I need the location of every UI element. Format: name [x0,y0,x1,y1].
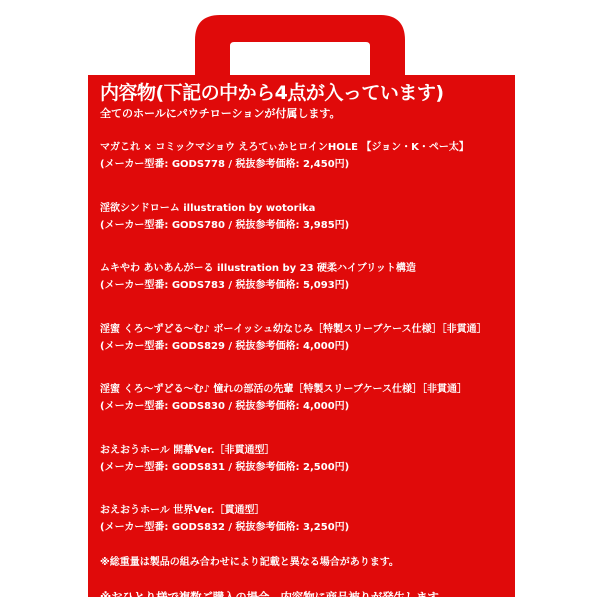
product-item [100,381,520,415]
product-info: (メーカー型番: GODS829 / 税抜参考価格: 4,000円) [100,340,350,352]
product-info: (メーカー型番: GODS832 / 税抜参考価格: 3,250円) [100,522,350,533]
product-info: (メーカー型番: GODS780 / 税抜参考価格: 3,985円) [100,219,350,231]
product-name: マガこれ × コミックマショウ えろてぃかヒロインHOLE 【ジョン・K・ペー太】 [100,142,469,153]
product-item [100,442,520,476]
product-name: 淫蜜 くろ〜ずどる〜む♪ 憧れの部活の先輩［特製スリーブケース仕様］［非貫通］ [100,384,468,395]
product-info: (メーカー型番: GODS831 / 税抜参考価格: 2,500円) [100,461,350,473]
product-item [100,200,520,234]
product-item [100,139,520,173]
product-list [100,139,520,536]
contents-title: 内容物(下記の中から4点が入っています) [100,82,444,104]
product-name: 淫蜜 くろ〜ずどる〜む♪ ボーイッシュ幼なじみ［特製スリーブケース仕様］［非貫通］ [100,323,487,335]
product-name: 淫欲シンドローム illustration by wotorika [100,202,316,214]
product-info: (メーカー型番: GODS830 / 税抜参考価格: 4,000円) [100,401,350,412]
product-item [100,502,520,536]
duplicate-warning: ※おひとり様で複数ご購入の場合、内容物に商品被りが発生します。 [100,589,450,604]
product-item [100,321,520,355]
product-name: おえおうホール 開幕Ver.［非貫通型］ [100,444,275,456]
product-name: ムキやわ あいあんがーる illustration by 23 硬柔ハイブリット構造 [100,263,416,274]
product-item [100,260,520,294]
product-info: (メーカー型番: GODS778 / 税抜参考価格: 2,450円) [100,159,350,170]
product-name: おえおうホール 世界Ver.［貫通型］ [100,505,265,516]
product-info: (メーカー型番: GODS783 / 税抜参考価格: 5,093円) [100,280,350,291]
bag-handle [195,15,405,75]
weight-note: ※総重量は製品の組み合わせにより記載と異なる場合があります。 [100,556,399,568]
contents-panel [100,80,520,606]
lotion-notice: 全てのホールにパウチローションが付属します。 [100,107,341,120]
